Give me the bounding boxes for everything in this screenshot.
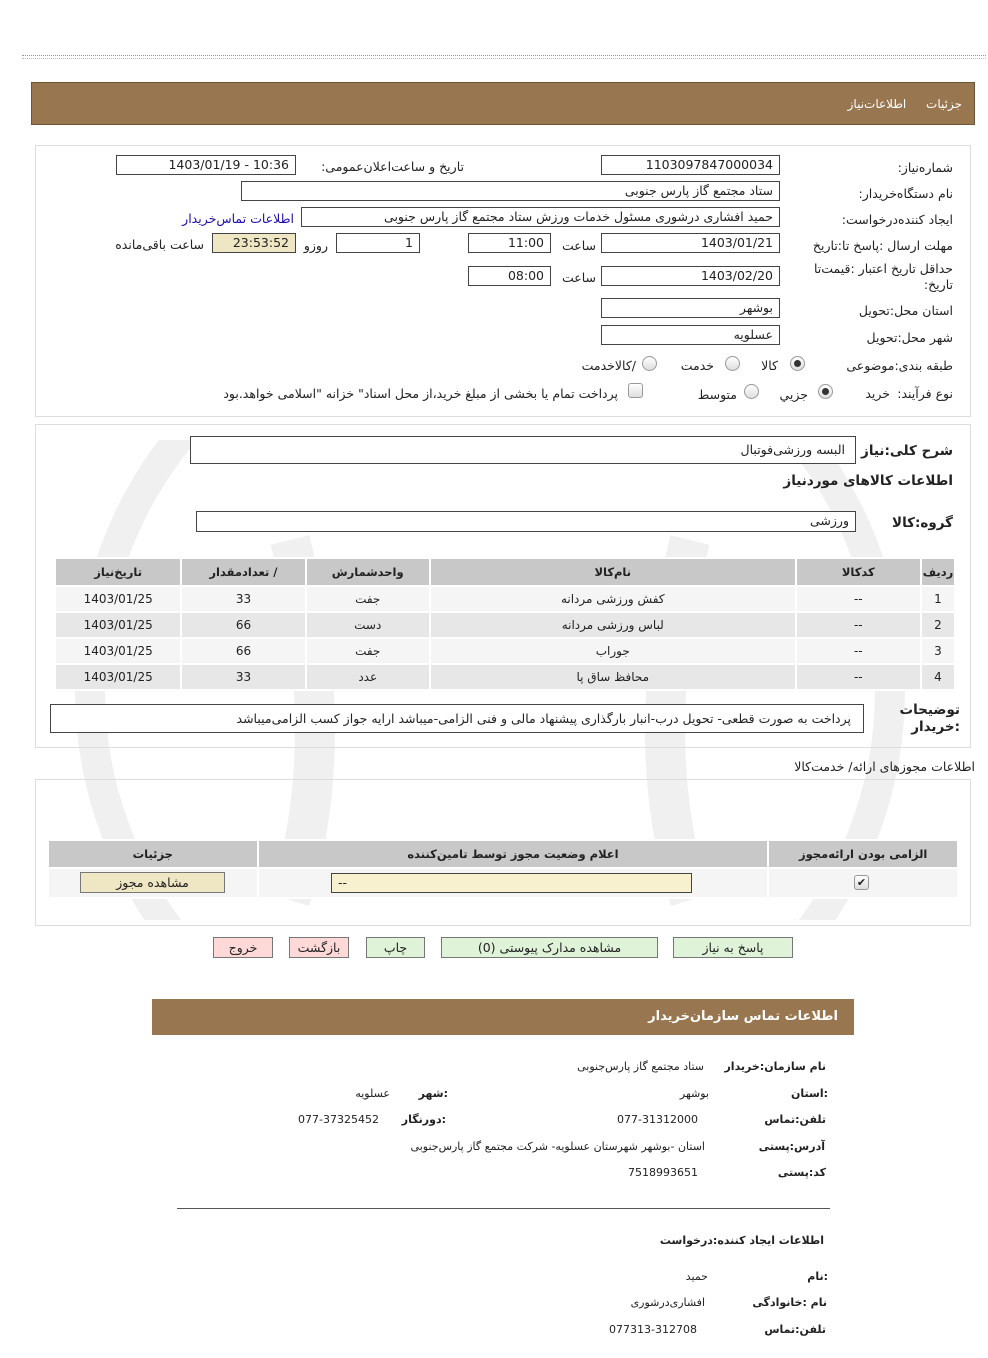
col-unit: واحدشمارش — [306, 558, 430, 586]
cell-qty: 33 — [181, 664, 305, 690]
deadline-time-field: 11:00 — [468, 233, 551, 253]
remaining-time-field: 23:53:52 — [212, 233, 296, 253]
payment-checkbox[interactable] — [628, 383, 643, 398]
exit-button[interactable]: خروج — [213, 937, 273, 958]
header-need-info[interactable]: اطلاعات‌نیاز — [847, 97, 907, 111]
contact-divider — [177, 1208, 830, 1209]
process-radio-medium[interactable] — [744, 384, 759, 399]
reply-button[interactable]: پاسخ به نیاز — [673, 937, 793, 958]
phone-label: تلفن:تماس — [764, 1113, 826, 1126]
cell-unit: عدد — [306, 664, 430, 690]
cell-name: کفش ورزشی مردانه — [430, 586, 796, 612]
attachments-button[interactable]: مشاهده مدارک پیوستی (0) — [441, 937, 658, 958]
phone-value: 077-31312000 — [617, 1113, 698, 1126]
category-radio-goods[interactable] — [790, 356, 805, 371]
permit-required-checkbox: ✔ — [854, 875, 869, 890]
day-label: روزو — [303, 238, 328, 253]
category-radio-service[interactable] — [725, 356, 740, 371]
creator-label: ایجاد کننده‌درخواست: — [841, 212, 953, 227]
cell-unit: جفت — [306, 638, 430, 664]
process-medium-label: متوسط — [697, 387, 737, 402]
cell-date: 1403/01/25 — [55, 664, 181, 690]
header-details[interactable]: جزئیات — [926, 97, 962, 111]
remaining-label: ساعت باقی‌مانده — [115, 237, 204, 252]
permit-status-field[interactable]: -- — [331, 873, 692, 893]
process-buy-label: خرید — [865, 386, 890, 401]
city-c-label: :شهر — [418, 1087, 448, 1100]
group-field: ورزشی — [196, 511, 856, 532]
validity-time-label: ساعت — [561, 270, 596, 285]
deadline-date-field: 1403/01/21 — [601, 233, 780, 253]
top-separator — [22, 55, 986, 59]
days-field: 1 — [336, 233, 420, 253]
creator-phone-value: 077313-312708 — [609, 1323, 697, 1336]
announce-field: 1403/01/19 - 10:36 — [116, 155, 296, 175]
process-radio-partial[interactable] — [818, 384, 833, 399]
cell-row: 2 — [921, 612, 955, 638]
creator-phone-label: تلفن:تماس — [764, 1323, 826, 1336]
cell-name: محافظ ساق پا — [430, 664, 796, 690]
back-button[interactable]: بازگشت — [289, 937, 349, 958]
announce-label: تاریخ و ساعت‌اعلان‌عمومی: — [321, 159, 464, 174]
cell-date: 1403/01/25 — [55, 612, 181, 638]
col-qty: / تعدادمقدار — [181, 558, 305, 586]
buyer-notes-field: پرداخت به صورت قطعی- تحویل درب-انبار بارگذاری پیشنهاد مالی و فنی الزامی-میباشد ارایه جواز کسب الزامی‌میباشد — [50, 704, 864, 733]
summary-label: شرح کلی:نیاز — [861, 443, 953, 459]
view-permit-button[interactable]: مشاهده مجوز — [80, 872, 225, 893]
col-required: الزامی بودن ارائه‌مجوز — [768, 840, 958, 868]
creator-info-title: اطلاعات ایجاد کننده:درخواست — [659, 1234, 824, 1247]
cell-qty: 33 — [181, 586, 305, 612]
postal-value: 7518993651 — [628, 1166, 698, 1179]
page-header — [31, 82, 975, 125]
col-date: تاریخ‌نیاز — [55, 558, 181, 586]
city-c-value: عسلویه — [355, 1087, 390, 1100]
category-both-label: /کالاخدمت — [581, 358, 636, 373]
payment-text: پرداخت تمام یا بخشی از مبلغ خرید،از محل اسناد" خزانه "اسلامی خواهد.بود — [223, 386, 618, 401]
province-c-label: :استان — [791, 1087, 828, 1100]
address-value: استان -بوشهر شهرستان عسلویه- شرکت مجتمع گاز پارس‌جنوبی — [410, 1140, 705, 1153]
province-c-value: بوشهر — [679, 1087, 709, 1100]
city-label: شهر محل:تحویل — [866, 330, 953, 345]
category-radio-both[interactable] — [642, 356, 657, 371]
buyer-org-label: نام دستگاه‌خریدار: — [858, 186, 953, 201]
summary-field: البسه ورزشی‌فوتبال — [190, 436, 856, 464]
cell-row: 4 — [921, 664, 955, 690]
cell-date: 1403/01/25 — [55, 586, 181, 612]
name-value: حمید — [685, 1270, 708, 1283]
col-status: اعلام وضعیت مجوز توسط تامین‌کننده — [258, 840, 769, 868]
deadline-time-label: ساعت — [561, 238, 596, 253]
table-row — [55, 664, 955, 690]
cell-name: جوراب — [430, 638, 796, 664]
cell-unit: دست — [306, 612, 430, 638]
postal-label: کد:پستی — [777, 1166, 826, 1179]
buyer-notes-label: توضیحات :خریدار — [899, 702, 960, 735]
group-label: گروه:کالا — [892, 515, 953, 531]
family-value: افشاری‌درشوری — [630, 1296, 705, 1309]
family-label: نام :خانوادگی — [752, 1296, 827, 1309]
print-button[interactable]: چاپ — [366, 937, 425, 958]
org-value: ستاد مجتمع گاز پارس‌جنوبی — [577, 1060, 704, 1073]
cell-date: 1403/01/25 — [55, 638, 181, 664]
fax-label: :دورنگار — [401, 1113, 446, 1126]
fax-value: 077-37325452 — [298, 1113, 379, 1126]
contact-header: اطلاعات تماس سازمان‌خریدار — [152, 999, 854, 1035]
deadline-label: مهلت ارسال :پاسخ تا:تاریخ — [812, 238, 953, 253]
need-number-label: شماره‌نیاز: — [897, 160, 953, 175]
cell-qty: 66 — [181, 612, 305, 638]
validity-label: حداقل تاریخ اعتبار :قیمت‌تا تاریخ: — [813, 261, 953, 292]
goods-info-title: اطلاعات کالاهای موردنیاز — [783, 473, 953, 489]
category-goods-label: کالا — [761, 358, 778, 373]
category-label: طبقه بندی:موضوعی — [846, 358, 953, 373]
cell-code: -- — [796, 638, 921, 664]
validity-time-field: 08:00 — [468, 266, 551, 286]
col-name: نام‌کالا — [430, 558, 796, 586]
category-service-label: خدمت — [680, 358, 714, 373]
col-code: کدکالا — [796, 558, 921, 586]
name-label: :نام — [807, 1270, 828, 1283]
buyer-org-field: ستاد مجتمع گاز پارس جنوبی — [241, 181, 780, 201]
province-label: استان محل:تحویل — [858, 303, 953, 318]
process-partial-label: جزیي — [779, 387, 808, 402]
buyer-contact-link[interactable]: اطلاعات تماس‌خریدار — [182, 211, 294, 226]
table-row — [55, 638, 955, 664]
cell-row: 3 — [921, 638, 955, 664]
permits-title: اطلاعات مجوزهای ارائه/ خدمت‌کالا — [794, 759, 975, 774]
col-row: ردیف — [921, 558, 955, 586]
validity-date-field: 1403/02/20 — [601, 266, 780, 286]
col-details: جزئیات — [48, 840, 258, 868]
city-field: عسلویه — [601, 325, 780, 345]
process-label: نوع فرآیند: — [897, 386, 953, 401]
table-row — [55, 612, 955, 638]
cell-code: -- — [796, 664, 921, 690]
province-field: بوشهر — [601, 298, 780, 318]
address-label: آدرس:پستی — [758, 1140, 825, 1153]
cell-code: -- — [796, 586, 921, 612]
org-label: نام سازمان:خریدار — [724, 1060, 826, 1073]
cell-qty: 66 — [181, 638, 305, 664]
need-number-field: 1103097847000034 — [601, 155, 780, 175]
cell-name: لباس ورزشی مردانه — [430, 612, 796, 638]
cell-row: 1 — [921, 586, 955, 612]
table-row — [55, 586, 955, 612]
creator-field: حمید افشاری درشوری مسئول خدمات ورزش ستاد مجتمع گاز پارس جنوبی — [301, 207, 780, 227]
cell-code: -- — [796, 612, 921, 638]
cell-unit: جفت — [306, 586, 430, 612]
goods-table — [54, 557, 956, 691]
